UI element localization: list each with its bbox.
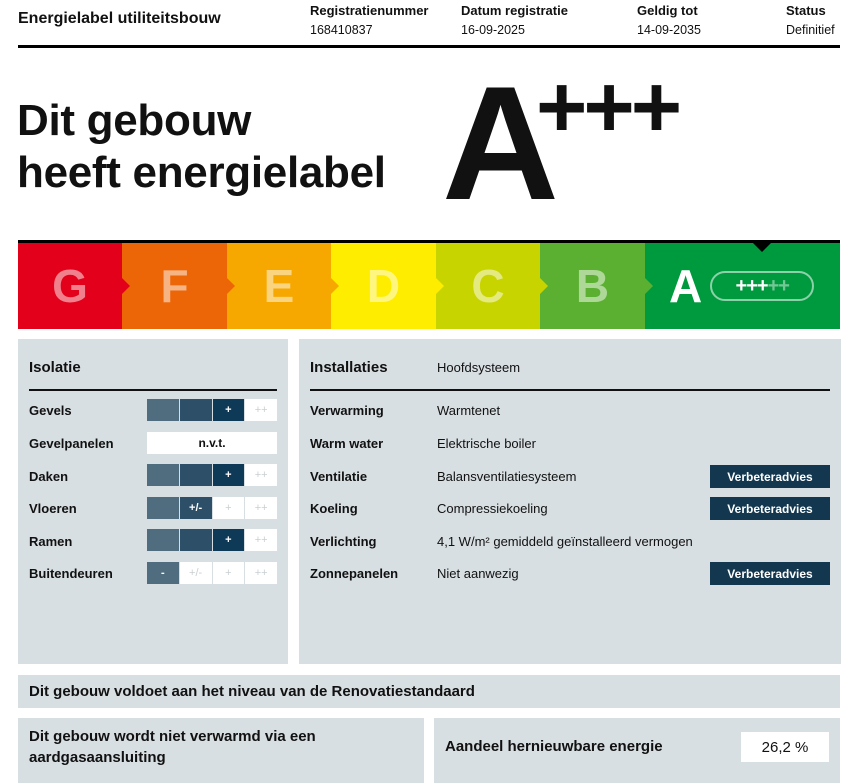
status-block: [786, 3, 835, 37]
isolation-row-label: Buitendeuren: [29, 566, 113, 581]
renovation-standard-text: Dit gebouw voldoet aan het niveau van de Renovatiestandaard: [29, 683, 475, 700]
scale-class-f: F: [122, 243, 227, 329]
plus-rating-pill: [710, 271, 814, 301]
installations-title: Installaties: [310, 359, 388, 376]
scale-class-c: C: [436, 243, 540, 329]
isolation-row-label: Gevelpanelen: [29, 436, 114, 451]
rating-cell: ++: [245, 497, 277, 519]
installation-value: Elektrische boiler: [437, 436, 536, 451]
registration-date-block: [461, 3, 568, 37]
rating-cell: +/-: [180, 497, 212, 519]
installation-label: Ventilatie: [310, 469, 368, 484]
rating-cell: +/-: [180, 562, 212, 584]
rating-cell: n.v.t.: [147, 432, 277, 454]
rating-cell: [147, 529, 179, 551]
active-plus: +++: [735, 274, 768, 297]
installation-label: Koeling: [310, 501, 358, 516]
inactive-plus: ++: [767, 274, 789, 297]
scale-pointer-icon: [751, 241, 773, 252]
status-label: Status: [786, 3, 826, 18]
renovation-standard-box: [18, 675, 840, 708]
gas-connection-box: [18, 718, 424, 783]
gas-connection-text: Dit gebouw wordt niet verwarmd via een aardgasaansluiting: [29, 728, 316, 766]
rating-cell: +: [213, 464, 245, 486]
rating-cell: -: [147, 562, 179, 584]
headline-line1: Dit gebouw: [17, 96, 252, 145]
solar-advice-button[interactable]: Verbeteradvies: [710, 562, 830, 585]
header: [18, 0, 840, 46]
registration-number-label: Registratienummer: [310, 3, 429, 18]
installation-value: 4,1 W/m² gemiddeld geïnstalleerd vermogen: [437, 534, 693, 549]
scale-class-d: D: [331, 243, 436, 329]
energy-label-plus: +++: [536, 57, 679, 156]
isolation-row-label: Vloeren: [29, 501, 77, 516]
isolation-rating-buitendeuren: [147, 562, 277, 584]
registration-number-block: [310, 3, 428, 37]
headline: [17, 95, 386, 199]
active-class-letter: A: [669, 260, 703, 312]
isolation-rating-vloeren: [147, 497, 277, 519]
rating-cell: +: [213, 562, 245, 584]
rating-cell: [180, 464, 212, 486]
installation-label: Verlichting: [310, 534, 377, 549]
installation-label: Verwarming: [310, 403, 384, 418]
document-title: Energielabel utiliteitsbouw: [18, 10, 221, 27]
rating-cell: ++: [245, 562, 277, 584]
rating-cell: ++: [245, 464, 277, 486]
renewable-energy-label: Aandeel hernieuwbare energie: [445, 738, 663, 755]
scale-class-g: G: [18, 243, 122, 329]
scale-class-a-active: [645, 243, 840, 329]
isolation-rating-daken: [147, 464, 277, 486]
rating-cell: [180, 529, 212, 551]
installations-divider: [310, 389, 830, 391]
ventilation-advice-button[interactable]: Verbeteradvies: [710, 465, 830, 488]
rating-cell: ++: [245, 529, 277, 551]
registration-date: 16-09-2025: [461, 23, 525, 37]
cooling-advice-button[interactable]: Verbeteradvies: [710, 497, 830, 520]
isolation-panel: [18, 339, 288, 664]
energy-scale: [18, 243, 840, 329]
rating-cell: [180, 399, 212, 421]
isolation-rating-gevelpanelen: [147, 432, 277, 454]
valid-until-block: [637, 3, 701, 37]
installation-value: Balansventilatiesysteem: [437, 469, 577, 484]
rating-cell: [147, 399, 179, 421]
rating-cell: +: [213, 529, 245, 551]
status-value: Definitief: [786, 23, 835, 37]
installation-value: Compressiekoeling: [437, 501, 548, 516]
installation-value: Niet aanwezig: [437, 566, 519, 581]
isolation-row-label: Gevels: [29, 403, 72, 418]
isolation-rating-gevels: [147, 399, 277, 421]
headline-line2: heeft energielabel: [17, 148, 386, 197]
installations-panel: [299, 339, 841, 664]
valid-until: 14-09-2035: [637, 23, 701, 37]
header-divider: [18, 45, 840, 48]
installation-label: Warm water: [310, 436, 384, 451]
rating-cell: +: [213, 399, 245, 421]
installation-value: Warmtenet: [437, 403, 501, 418]
main-system-label: Hoofdsysteem: [437, 360, 521, 375]
isolation-divider: [29, 389, 277, 391]
isolation-rating-ramen: [147, 529, 277, 551]
isolation-row-label: Daken: [29, 469, 69, 484]
registration-date-label: Datum registratie: [461, 3, 568, 18]
scale-class-e: E: [227, 243, 331, 329]
rating-cell: [147, 464, 179, 486]
registration-number: 168410837: [310, 23, 373, 37]
scale-class-b: B: [540, 243, 645, 329]
isolation-row-label: Ramen: [29, 534, 73, 549]
rating-cell: +: [213, 497, 245, 519]
isolation-title: Isolatie: [29, 359, 81, 376]
renewable-energy-value: 26,2 %: [741, 732, 829, 762]
rating-cell: ++: [245, 399, 277, 421]
installation-label: Zonnepanelen: [310, 566, 399, 581]
rating-cell: [147, 497, 179, 519]
renewable-energy-box: [434, 718, 840, 783]
energy-label-letter: A: [442, 53, 555, 234]
valid-until-label: Geldig tot: [637, 3, 698, 18]
